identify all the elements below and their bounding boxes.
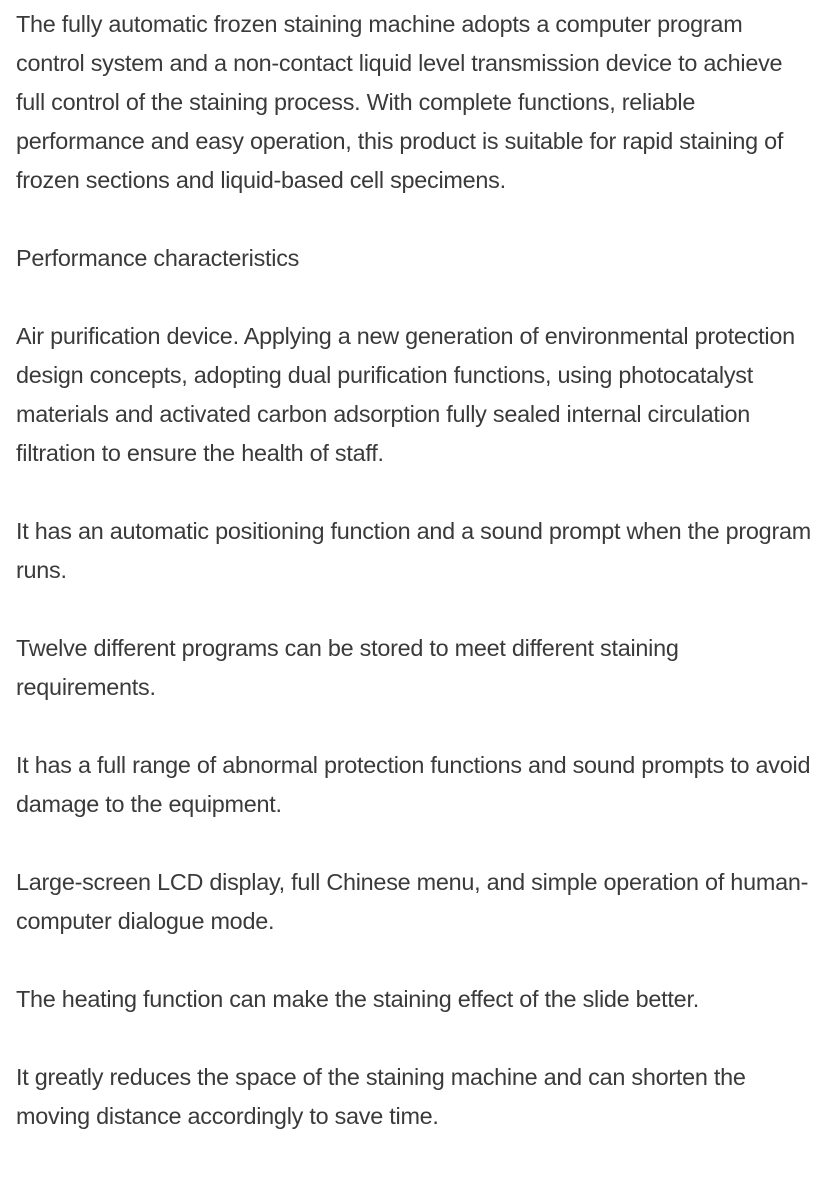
intro-paragraph: The fully automatic frozen staining machine adopts a computer program control system and a non-contact liquid level transmission device to achieve full control of the staining process. With complete functions, reliable performance and easy operation, this product is suitable for rapid staining of frozen sections and liquid-based cell specimens. <box>16 11 784 193</box>
product-description <box>16 5 812 1136</box>
feature-paragraph-lcd-display: Large-screen LCD display, full Chinese menu, and simple operation of human-computer dialogue mode. <box>16 869 809 934</box>
feature-paragraph-space-saving: It greatly reduces the space of the staining machine and can shorten the moving distance accordingly to save time. <box>16 1064 746 1129</box>
section-heading: Performance characteristics <box>16 245 300 271</box>
feature-paragraph-protection: It has a full range of abnormal protection functions and sound prompts to avoid damage to the equipment. <box>16 752 811 817</box>
feature-paragraph-positioning: It has an automatic positioning function and a sound prompt when the program runs. <box>16 518 811 583</box>
feature-paragraph-heating: The heating function can make the staining effect of the slide better. <box>16 986 699 1012</box>
feature-paragraph-programs: Twelve different programs can be stored to meet different staining requirements. <box>16 635 679 700</box>
feature-paragraph-air-purification: Air purification device. Applying a new generation of environmental protection design concepts, adopting dual purification functions, using photocatalyst materials and activated carbon adsorption fully sealed internal circulation filtration to ensure the health of staff. <box>16 323 795 466</box>
